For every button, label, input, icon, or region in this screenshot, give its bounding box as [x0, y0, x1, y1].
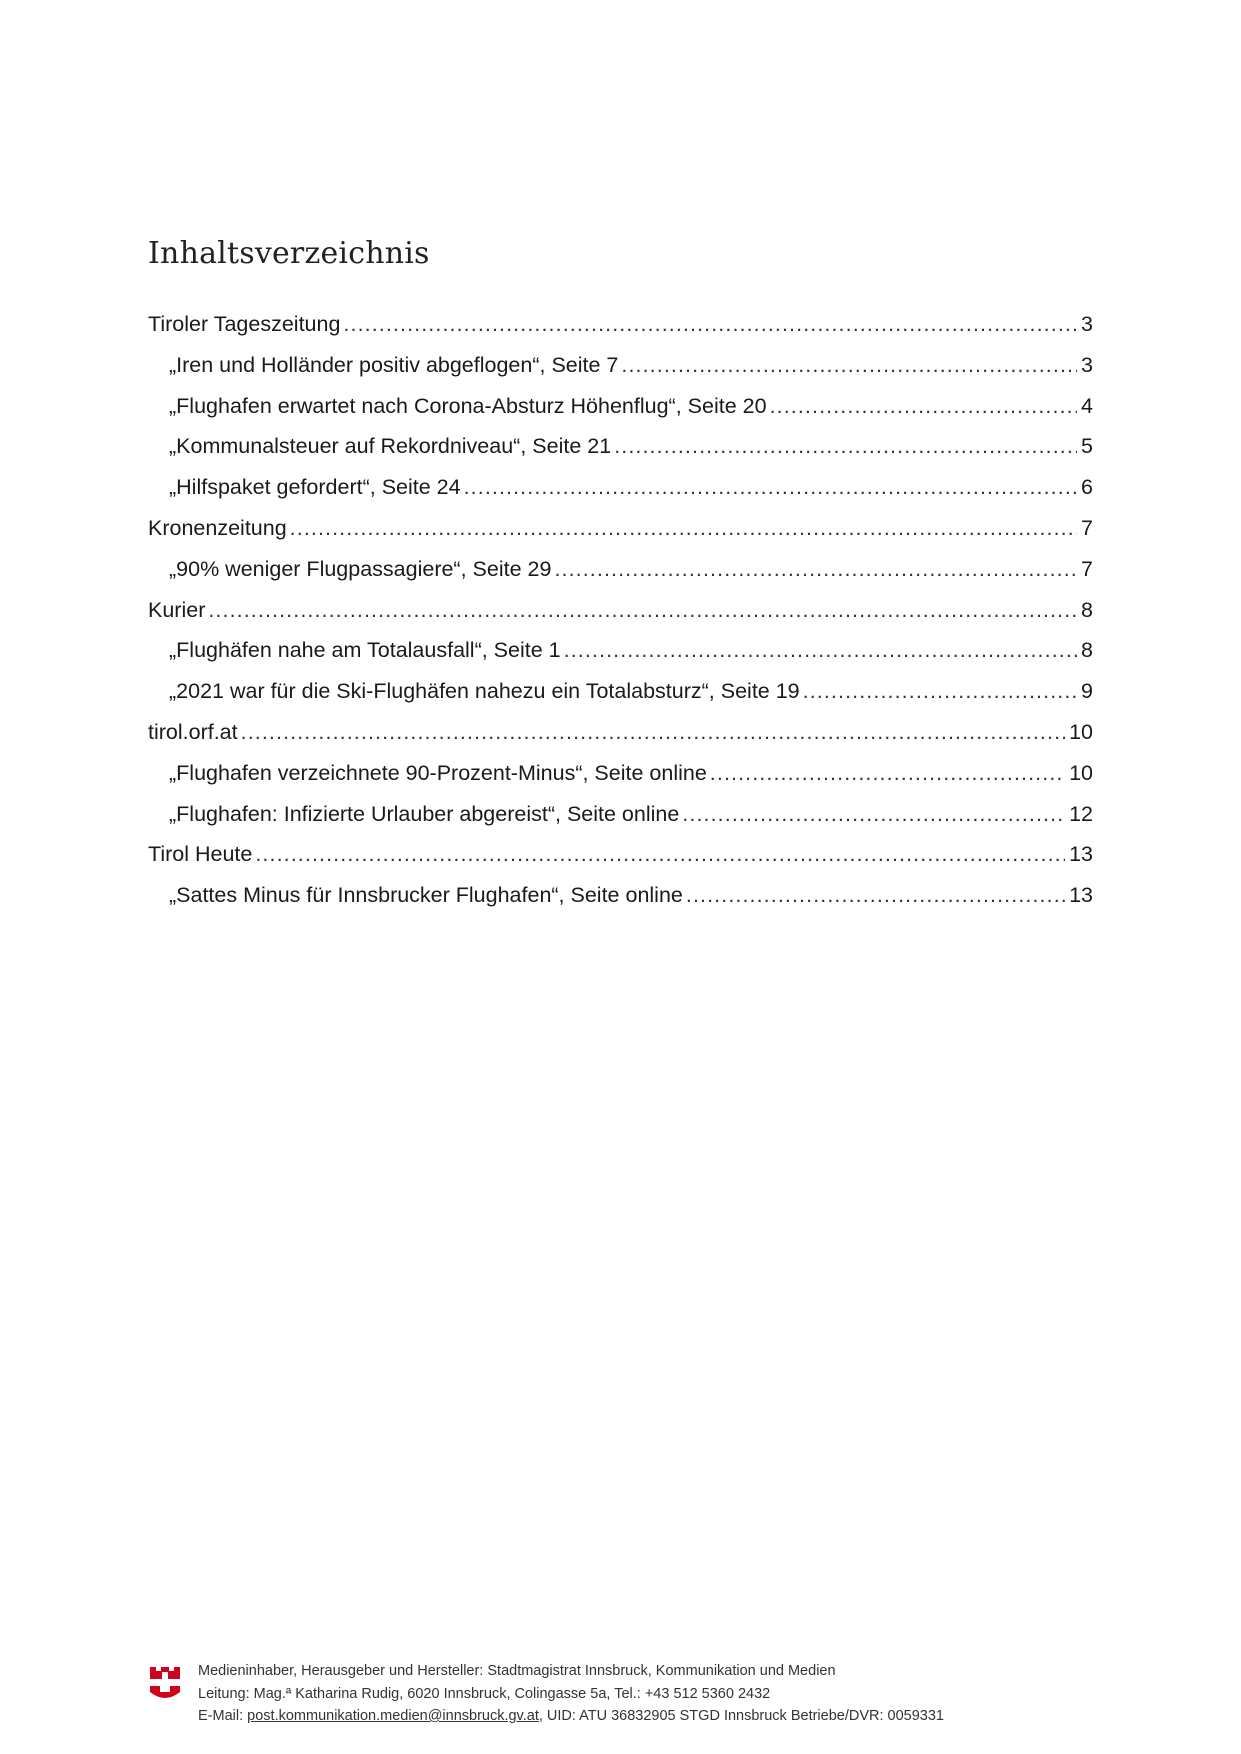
table-of-contents: [148, 304, 1093, 916]
toc-entry-title: „90% weniger Flugpassagiere“, Seite 29: [169, 556, 552, 581]
toc-entry-title: „Flughafen erwartet nach Corona-Absturz Höhenflug“, Seite 20: [169, 393, 767, 418]
toc-page-number: 3: [1081, 352, 1093, 377]
toc-entry-title: Tirol Heute: [148, 842, 253, 867]
footer-imprint: [198, 1660, 944, 1728]
toc-entry-title: „2021 war für die Ski-Flughäfen nahezu ein Totalabsturz“, Seite 19: [169, 679, 800, 704]
toc-dot-leader: [241, 712, 1065, 753]
page-title: Inhaltsverzeichnis: [148, 236, 430, 271]
toc-page-number: 5: [1081, 434, 1093, 459]
toc-entry-title: „Iren und Holländer positiv abgeflogen“, Seite 7: [169, 352, 619, 377]
toc-page-number: 8: [1081, 638, 1093, 663]
innsbruck-coat-of-arms-icon: [148, 1664, 182, 1704]
toc-dot-leader: [554, 549, 1077, 590]
toc-page-number: 4: [1081, 393, 1093, 418]
toc-article-entry[interactable]: [148, 386, 1093, 427]
toc-dot-leader: [803, 671, 1077, 712]
toc-section-entry[interactable]: [148, 508, 1093, 549]
toc-article-entry[interactable]: [148, 345, 1093, 386]
toc-dot-leader: [255, 834, 1065, 875]
toc-entry-title: „Flughafen: Infizierte Urlauber abgereist“, Seite online: [169, 801, 680, 826]
toc-section-entry[interactable]: [148, 590, 1093, 631]
footer-uid-text: , UID: ATU 36832905 STGD Innsbruck Betriebe/DVR: 0059331: [538, 1708, 944, 1724]
toc-dot-leader: [621, 345, 1077, 386]
toc-dot-leader: [614, 426, 1077, 467]
toc-page-number: 13: [1069, 883, 1093, 908]
toc-article-entry[interactable]: [148, 426, 1093, 467]
toc-entry-title: „Flughafen verzeichnete 90-Prozent-Minus“, Seite online: [169, 760, 707, 785]
toc-dot-leader: [686, 875, 1065, 916]
toc-dot-leader: [564, 630, 1077, 671]
toc-dot-leader: [710, 753, 1065, 794]
toc-entry-title: „Sattes Minus für Innsbrucker Flughafen“, Seite online: [169, 883, 683, 908]
toc-section-entry[interactable]: [148, 304, 1093, 345]
toc-article-entry[interactable]: [148, 671, 1093, 712]
toc-entry-title: Kurier: [148, 597, 206, 622]
toc-article-entry[interactable]: [148, 630, 1093, 671]
toc-page-number: 7: [1081, 515, 1093, 540]
toc-section-entry[interactable]: [148, 834, 1093, 875]
toc-article-entry[interactable]: [148, 753, 1093, 794]
toc-dot-leader: [682, 794, 1065, 835]
toc-dot-leader: [290, 508, 1077, 549]
footer-publisher-line: Medieninhaber, Herausgeber und Hersteller: Stadtmagistrat Innsbruck, Kommunikation und Medien: [198, 1663, 836, 1679]
toc-section-entry[interactable]: [148, 712, 1093, 753]
toc-page-number: 3: [1081, 312, 1093, 336]
toc-dot-leader: [343, 304, 1077, 345]
footer-email-prefix: E-Mail:: [198, 1708, 248, 1724]
toc-entry-title: Tiroler Tageszeitung: [148, 312, 341, 336]
toc-page-number: 13: [1069, 842, 1093, 867]
toc-article-entry[interactable]: [148, 467, 1093, 508]
toc-page-number: 9: [1081, 679, 1093, 704]
toc-entry-title: Kronenzeitung: [148, 515, 287, 540]
toc-entry-title: „Hilfspaket gefordert“, Seite 24: [169, 475, 461, 500]
toc-page-number: 8: [1081, 597, 1093, 622]
toc-entry-title: „Flughäfen nahe am Totalausfall“, Seite 1: [169, 638, 561, 663]
toc-entry-title: tirol.orf.at: [148, 719, 238, 744]
toc-page-number: 10: [1069, 719, 1093, 744]
toc-article-entry[interactable]: [148, 794, 1093, 835]
footer-management-line: Leitung: Mag.ª Katharina Rudig, 6020 Innsbruck, Colingasse 5a, Tel.: +43 512 5360 2432: [198, 1685, 771, 1702]
toc-dot-leader: [208, 590, 1077, 631]
toc-page-number: 7: [1081, 556, 1093, 581]
page-footer: [148, 1660, 1108, 1728]
toc-dot-leader: [770, 386, 1077, 427]
footer-contact-line: [198, 1705, 944, 1728]
toc-page-number: 6: [1081, 475, 1093, 500]
toc-page-number: 12: [1069, 801, 1093, 826]
toc-page-number: 10: [1069, 760, 1093, 785]
footer-email-link[interactable]: post.kommunikation.medien@innsbruck.gv.at: [247, 1708, 539, 1724]
toc-article-entry[interactable]: [148, 875, 1093, 916]
toc-dot-leader: [464, 467, 1077, 508]
toc-entry-title: „Kommunalsteuer auf Rekordniveau“, Seite 21: [169, 434, 612, 459]
toc-article-entry[interactable]: [148, 549, 1093, 590]
